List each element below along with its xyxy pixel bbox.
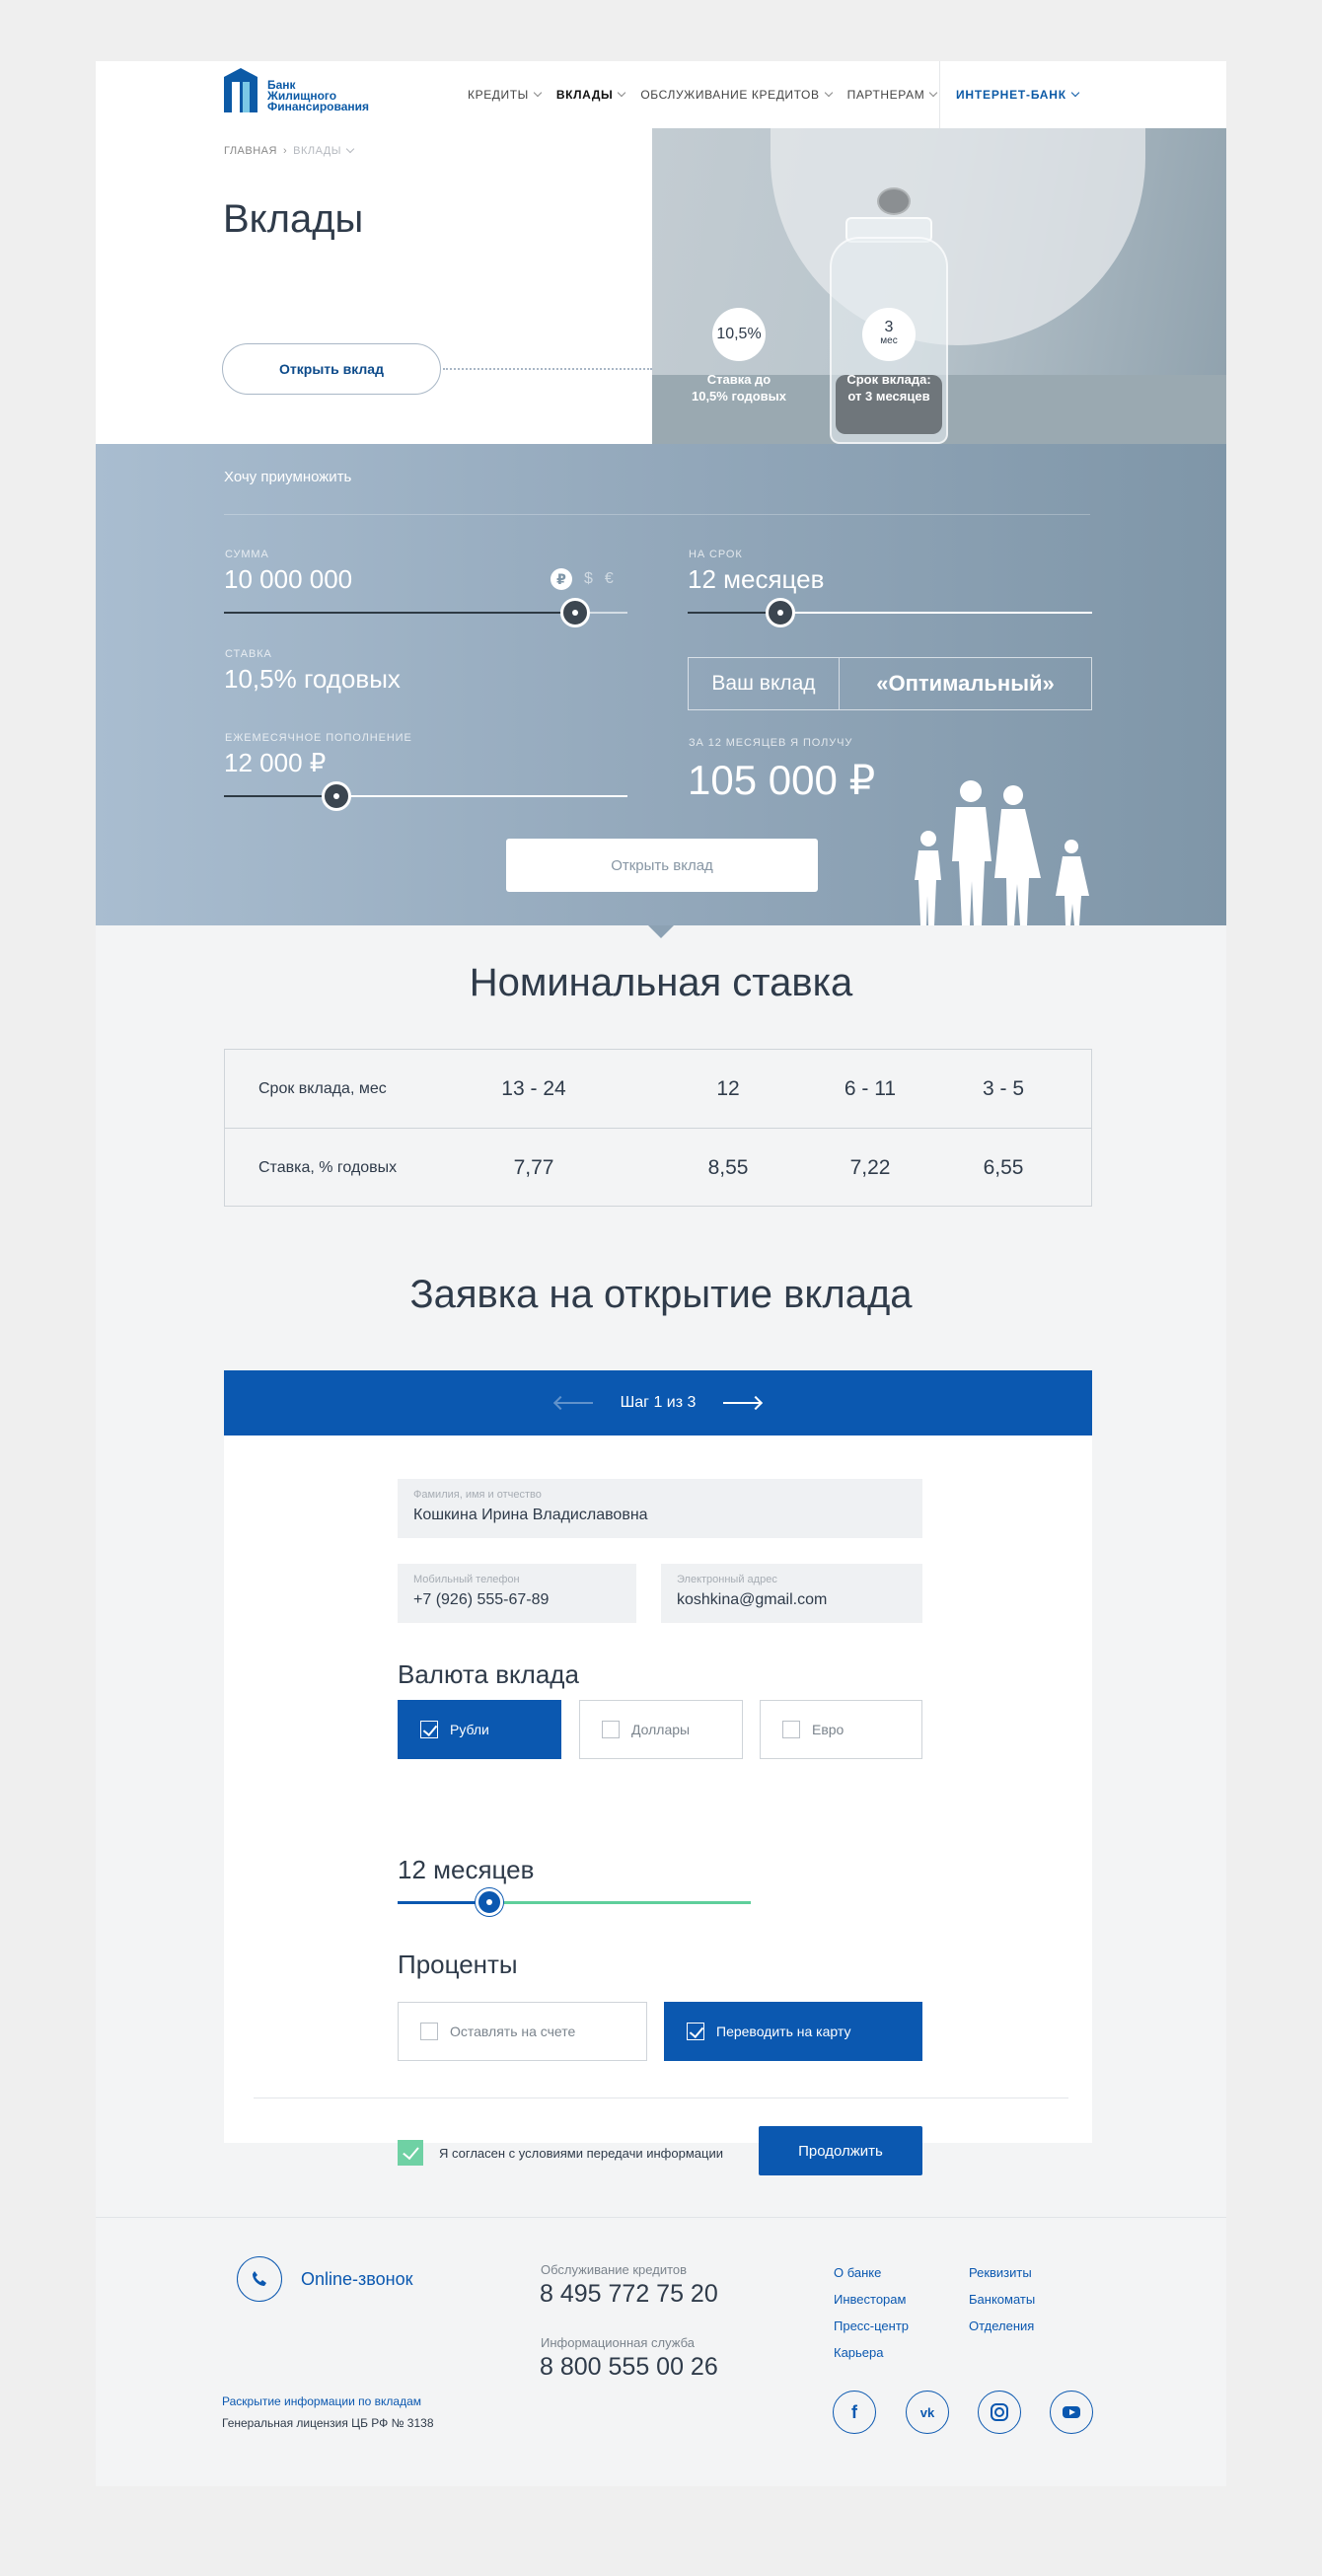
term-label: НА СРОК bbox=[689, 549, 743, 560]
chevron-right-icon: › bbox=[282, 145, 288, 157]
coin-icon bbox=[877, 187, 911, 215]
term-badge-value: 3 bbox=[884, 319, 894, 335]
term-slider-handle[interactable] bbox=[476, 1888, 503, 1916]
checkbox-icon bbox=[420, 2023, 438, 2040]
rate-header: Ставка, % годовых bbox=[258, 1159, 398, 1176]
online-call-link[interactable]: Online-звонок bbox=[301, 2269, 413, 2289]
footer-link-investors[interactable]: Инвесторам bbox=[834, 2292, 907, 2307]
info-phone[interactable]: 8 800 555 00 26 bbox=[540, 2353, 718, 2381]
person-illustration bbox=[771, 128, 1145, 345]
service-phone[interactable]: 8 495 772 75 20 bbox=[540, 2280, 718, 2308]
term-slider-track[interactable] bbox=[490, 1901, 751, 1904]
currency-option-usd[interactable] bbox=[579, 1700, 743, 1759]
monthly-slider-track[interactable] bbox=[336, 795, 627, 797]
name-placeholder: Фамилия, имя и отчество bbox=[413, 1489, 542, 1501]
rates-title: Номинальная ставка bbox=[469, 961, 853, 1004]
checkbox-icon bbox=[782, 1721, 800, 1738]
calculator-title: Хочу приумножить bbox=[224, 469, 352, 485]
term-badge-line1: Срок вклада: bbox=[846, 372, 931, 387]
monthly-slider-handle[interactable] bbox=[322, 781, 351, 811]
instagram-icon[interactable] bbox=[978, 2391, 1021, 2434]
table-row bbox=[225, 1129, 1091, 1208]
interest-option-keep[interactable] bbox=[398, 2002, 647, 2061]
sum-value: 10 000 000 bbox=[224, 564, 353, 594]
breadcrumb-home[interactable]: ГЛАВНАЯ bbox=[224, 145, 277, 157]
nav-label: ОБСЛУЖИВАНИЕ КРЕДИТОВ bbox=[640, 88, 820, 102]
arrow-right-icon[interactable] bbox=[723, 1402, 761, 1404]
facebook-icon[interactable]: f bbox=[833, 2391, 876, 2434]
name-field[interactable] bbox=[398, 1479, 922, 1538]
name-value: Кошкина Ирина Владиславовна bbox=[413, 1507, 648, 1523]
term-slider-track[interactable] bbox=[780, 612, 1092, 614]
option-label: Оставлять на счете bbox=[450, 2024, 576, 2039]
breadcrumb-current[interactable]: ВКЛАДЫ bbox=[293, 145, 341, 157]
phone-field[interactable] bbox=[398, 1564, 636, 1623]
footer-link-atms[interactable]: Банкоматы bbox=[969, 2292, 1036, 2307]
footer-link-about[interactable]: О банке bbox=[834, 2265, 882, 2280]
chevron-down-icon bbox=[618, 89, 625, 97]
table-cell: 6 - 11 bbox=[844, 1076, 897, 1100]
vk-icon[interactable]: vk bbox=[906, 2391, 949, 2434]
footer-link-press[interactable]: Пресс-центр bbox=[834, 2318, 910, 2333]
result-value: 105 000 ₽ bbox=[688, 757, 876, 803]
email-field[interactable] bbox=[661, 1564, 922, 1623]
term-badge-line2: от 3 месяцев bbox=[847, 389, 930, 404]
chevron-down-icon bbox=[824, 89, 832, 97]
currency-rub[interactable]: ₽ bbox=[551, 568, 572, 590]
term-badge-circle bbox=[862, 308, 916, 361]
agree-label: Я согласен с условиями передачи информации bbox=[439, 2145, 723, 2161]
phone-placeholder: Мобильный телефон bbox=[413, 1574, 520, 1585]
table-cell: 13 - 24 bbox=[501, 1076, 566, 1100]
footer-link-career[interactable]: Карьера bbox=[834, 2345, 884, 2360]
license-text: Генеральная лицензия ЦБ РФ № 3138 bbox=[222, 2416, 434, 2430]
interest-title: Проценты bbox=[398, 1950, 518, 1979]
rate-badge-line1: Ставка до bbox=[706, 372, 771, 387]
application-title: Заявка на открытие вклада bbox=[409, 1273, 913, 1316]
currency-switch bbox=[551, 568, 614, 590]
nav-label: ПАРТНЕРАМ bbox=[846, 88, 925, 102]
calculator-open-deposit-button[interactable]: Открыть вклад bbox=[506, 839, 818, 892]
nav-item-deposits[interactable] bbox=[556, 88, 624, 102]
term-header: Срок вклада, мес bbox=[258, 1079, 387, 1097]
table-row bbox=[225, 1050, 1091, 1129]
deposit-type-box bbox=[688, 657, 1092, 710]
page bbox=[96, 61, 1226, 2486]
checkbox-icon bbox=[602, 1721, 620, 1738]
rate-badge-circle bbox=[712, 308, 766, 361]
nav-divider bbox=[939, 61, 940, 128]
currency-option-eur[interactable] bbox=[760, 1700, 922, 1759]
footer bbox=[96, 2217, 1226, 2486]
calculator-divider bbox=[224, 514, 1090, 515]
currency-option-rub[interactable] bbox=[398, 1700, 561, 1759]
result-label: ЗА 12 МЕСЯЦЕВ Я ПОЛУЧУ bbox=[689, 737, 853, 749]
nav-item-credits[interactable] bbox=[468, 88, 541, 102]
footer-link-branches[interactable]: Отделения bbox=[969, 2318, 1035, 2333]
nav-item-partners[interactable] bbox=[847, 88, 937, 102]
service-label: Обслуживание кредитов bbox=[541, 2262, 688, 2277]
step-bar bbox=[224, 1370, 1092, 1435]
logo-line2: Жилищного bbox=[267, 89, 337, 103]
continue-button[interactable]: Продолжить bbox=[759, 2126, 922, 2175]
checkbox-checked-icon bbox=[687, 2023, 704, 2040]
logo[interactable] bbox=[224, 68, 392, 119]
term-badge-unit: мес bbox=[880, 335, 898, 346]
option-label: Переводить на карту bbox=[716, 2024, 851, 2039]
logo-line1: Банк bbox=[267, 78, 296, 92]
checkbox-checked-icon[interactable] bbox=[398, 2140, 423, 2166]
nav-label: КРЕДИТЫ bbox=[468, 88, 529, 102]
sum-label: СУММА bbox=[225, 549, 269, 560]
logo-text bbox=[267, 80, 369, 112]
interest-option-card[interactable] bbox=[664, 2002, 922, 2061]
dotted-connector bbox=[443, 368, 652, 370]
section-notch bbox=[648, 925, 674, 938]
nav-label: ВКЛАДЫ bbox=[555, 88, 614, 102]
hero-image bbox=[652, 128, 1226, 444]
rate-value: 10,5% годовых bbox=[224, 664, 401, 694]
chevron-down-icon bbox=[346, 145, 354, 153]
term-slider-handle[interactable] bbox=[766, 598, 795, 627]
hero-section bbox=[96, 128, 652, 444]
rate-badge-value: 10,5% bbox=[716, 326, 762, 342]
phone-glyph bbox=[250, 2269, 269, 2289]
step-indicator: Шаг 1 из 3 bbox=[620, 1394, 697, 1411]
youtube-glyph bbox=[1062, 2404, 1081, 2420]
rate-badge-line2: 10,5% годовых bbox=[691, 389, 786, 404]
rate-badge bbox=[680, 308, 798, 405]
rates-table bbox=[224, 1049, 1092, 1207]
currency-eur[interactable]: € bbox=[604, 570, 614, 587]
option-label: Доллары bbox=[631, 1722, 691, 1737]
chevron-down-icon bbox=[1071, 89, 1079, 97]
agree-checkbox-row[interactable] bbox=[398, 2140, 723, 2166]
logo-line3: Финансирования bbox=[267, 100, 370, 113]
currency-title: Валюта вклада bbox=[398, 1659, 579, 1689]
instagram-glyph bbox=[990, 2402, 1009, 2422]
internet-bank-link[interactable] bbox=[956, 61, 1078, 128]
option-label: Рубли bbox=[450, 1722, 489, 1737]
monthly-label: ЕЖЕМЕСЯЧНОЕ ПОПОЛНЕНИЕ bbox=[225, 732, 412, 744]
breadcrumb bbox=[224, 145, 353, 157]
open-deposit-button[interactable]: Открыть вклад bbox=[222, 343, 441, 395]
phone-icon[interactable] bbox=[237, 2256, 282, 2302]
internet-bank-label: ИНТЕРНЕТ-БАНК bbox=[956, 88, 1066, 102]
sum-slider-handle[interactable] bbox=[560, 598, 590, 627]
application-form bbox=[224, 1435, 1092, 2161]
checkbox-checked-icon bbox=[420, 1721, 438, 1738]
rate-label: СТАВКА bbox=[225, 648, 272, 660]
bank-logo-icon bbox=[224, 68, 257, 112]
deposit-type-label: Ваш вклад bbox=[689, 658, 840, 709]
currency-usd[interactable]: $ bbox=[584, 570, 593, 587]
table-cell: 7,77 bbox=[513, 1156, 554, 1179]
email-value: koshkina@gmail.com bbox=[677, 1591, 828, 1608]
term-badge bbox=[830, 308, 948, 405]
arrow-left-icon[interactable] bbox=[555, 1402, 593, 1404]
table-cell: 6,55 bbox=[983, 1156, 1024, 1179]
sum-slider-track-filled[interactable] bbox=[224, 612, 576, 614]
table-cell: 7,22 bbox=[849, 1156, 891, 1179]
email-placeholder: Электронный адрес bbox=[677, 1574, 777, 1585]
footer-link-requisites[interactable]: Реквизиты bbox=[969, 2265, 1032, 2280]
nav-item-credit-service[interactable] bbox=[640, 88, 831, 102]
term-value: 12 месяцев bbox=[688, 564, 825, 594]
table-cell: 8,55 bbox=[707, 1156, 749, 1179]
chevron-down-icon bbox=[534, 89, 542, 97]
chevron-down-icon bbox=[929, 89, 937, 97]
family-silhouette-icon bbox=[915, 777, 1092, 925]
deposit-calculator bbox=[96, 444, 1226, 925]
main-nav bbox=[468, 61, 952, 128]
monthly-slider-track-filled[interactable] bbox=[224, 795, 336, 797]
table-cell: 12 bbox=[716, 1076, 740, 1100]
page-title: Вклады bbox=[223, 197, 364, 241]
deposit-type-name[interactable]: «Оптимальный» bbox=[876, 671, 1055, 696]
option-label: Евро bbox=[812, 1722, 845, 1737]
term-title: 12 месяцев bbox=[398, 1855, 535, 1884]
youtube-icon[interactable] bbox=[1050, 2391, 1093, 2434]
phone-value: +7 (926) 555-67-89 bbox=[413, 1591, 550, 1608]
monthly-value: 12 000 ₽ bbox=[224, 748, 327, 777]
info-label: Информационная служба bbox=[541, 2335, 695, 2350]
header bbox=[96, 61, 1226, 128]
disclosure-link[interactable]: Раскрытие информации по вкладам bbox=[222, 2394, 421, 2408]
table-cell: 3 - 5 bbox=[982, 1076, 1025, 1100]
